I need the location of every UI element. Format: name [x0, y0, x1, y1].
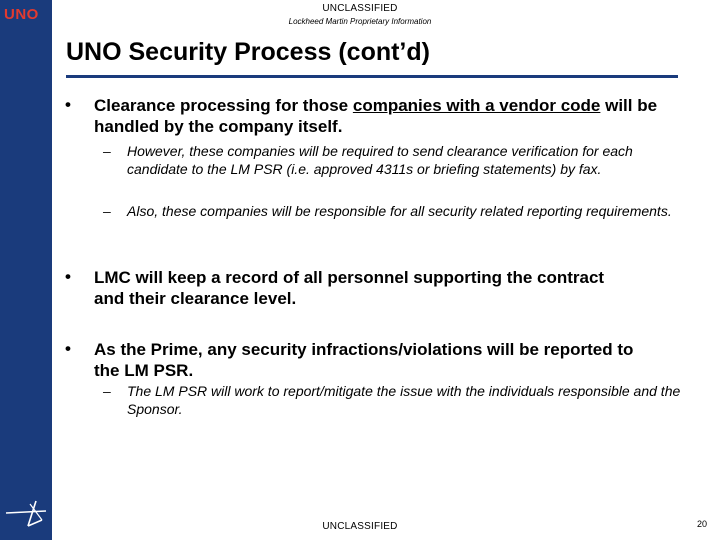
header-classification: UNCLASSIFIED [322, 3, 398, 14]
sub-bullet-1-2-text: Also, these companies will be responsible for all security related reporting requirements. [127, 203, 672, 219]
bullet-1-underlined: companies with a vendor code [352, 96, 601, 115]
sub-bullet-3-1-marker: – [103, 383, 111, 399]
bullet-1-text-a: Clearance processing for those [94, 96, 353, 115]
bullet-1-marker: • [65, 95, 71, 114]
uno-logo: UNO [4, 6, 39, 23]
header-proprietary-notice: Lockheed Martin Proprietary Information [288, 17, 432, 26]
footer-classification: UNCLASSIFIED [322, 521, 398, 532]
page-number: 20 [696, 519, 707, 529]
bullet-2-marker: • [65, 267, 71, 286]
bullet-3-marker: • [65, 339, 71, 358]
slide-title: UNO Security Process (cont’d) [66, 38, 430, 66]
title-underline [66, 75, 678, 78]
sub-bullet-1-1-marker: – [103, 143, 111, 159]
bullet-1-text [94, 95, 694, 137]
left-sidebar [0, 0, 52, 540]
bullet-1-text-b: will be handled by the company itself. [94, 96, 658, 136]
sub-bullet-3-1-text: The LM PSR will work to report/mitigate the issue with the individuals responsible and the Sponsor. [127, 383, 681, 417]
sub-bullet-1-1-text: However, these companies will be required to send clearance verification for each candidate to the LM PSR (i.e. approved 4311s or briefing statements) by fax. [127, 143, 633, 177]
sub-bullet-1-2-marker: – [103, 203, 111, 219]
bullet-3-text: As the Prime, any security infractions/violations will be reported to the LM PSR. [94, 340, 634, 380]
bullet-2-text: LMC will keep a record of all personnel supporting the contract and their clearance level. [94, 268, 605, 308]
